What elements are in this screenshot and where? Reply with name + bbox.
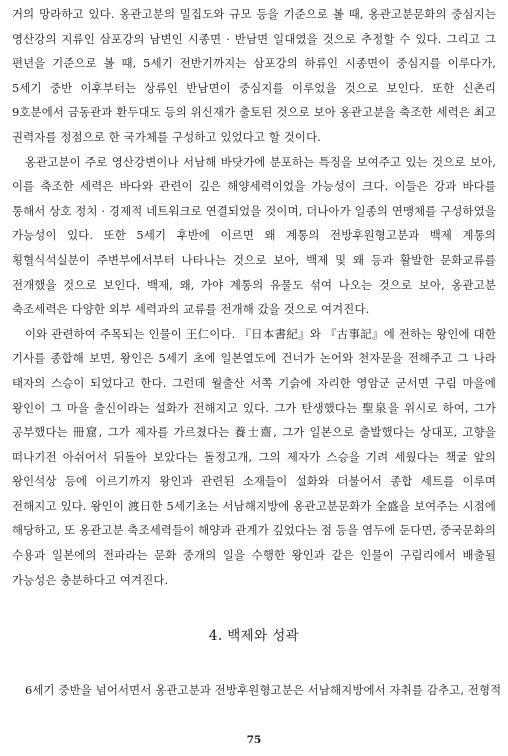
section-heading: 4. 백제와 성곽 (208, 628, 300, 644)
paragraph-2: 옹관고분이 주로 영산강변이나 서남해 바닷가에 분포하는 특징을 보여주고 있는 것으로 보아, 이를 축조한 세력은 바다와 관련이 깊은 해양세력이었을 가능성이 크다. 이들은 강과 바다를 통해서 상호 정치 · 경제적 네트워크로 연결되었을 것이며, 더나아가 일종의 연맹체를 구성하였을 가능성이 있다. 또한 5세기 후반에 이르면 왜 계통의 전방후원형고분과 백제 계통의 횡혈식석실분이 주변부에서부터 나타나는 것으로 보아, 백제 및 왜 등과 활발한 문화교류를 전개했을 것으로 보인다. 백제, 왜, 가야 계통의 유물도 섞여 나오는 것으로 보아, 옹관고분 축조세력은 다양한 외부 세력과의 교류를 전개해 갔을 것으로 여겨진다. (12, 154, 497, 317)
body-text (12, 2, 496, 592)
page-number: 75 (246, 734, 262, 746)
paragraph-3: 이와 관련하여 주목되는 인물이 王仁이다. 『日本書紀』와 『古事記』에 전하는 왕인에 대한 기사를 종합해 보면, 왕인은 5세기 초에 일본열도에 건너가 논어와 천자문을 전해주고 그 나라 태자의 스승이 되었다고 한다. 그런데 월출산 서쪽 기슭에 자리한 영암군 군서면 구림 마을에 왕인이 그 마을 출신이라는 설화가 전해지고 있다. 그가 탄생했다는 聖泉을 위시로 하여, 그가 공부했다는 冊窟, 그가 제자를 가르쳤다는 養士齋, 그가 일본으로 출발했다는 상대포, 고향을 떠나기전 아쉬어서 뒤돌아 보았다는 돌정고개, 그의 제자가 스승을 기려 세웠다는 책굴 앞의 왕인석상 등에 이르기까지 왕인과 관련된 소재들이 설화와 더불어서 종합 세트를 이루며 전해지고 있다. 왕인이 渡日한 5세기초는 서남해지방에 옹관고분문화가 全盛을 보여주는 시점에 해당하고, 또 옹관고분 축조세력들이 해양과 관계가 깊었다는 점 등을 염두에 둔다면, 중국문화의 수용과 일본에의 전파라는 문화 중개의 일을 수행한 왕인과 같은 인물이 구림리에서 배출될 가능성은 충분하다고 여겨진다. (12, 326, 497, 587)
paragraph-1: 거의 망라하고 있다. 옹관고분의 밀집도와 규모 등을 기준으로 볼 때, 옹관고분문화의 중심지는 영산강의 지류인 삼포강의 남변인 시종면 · 반남면 일대였을 것으로 추정할 수 있다. 그리고 그 편년을 기준으로 볼 때, 5세기 전반기까지는 삼포강의 하류인 시종면이 중심지를 이루다가, 5세기 중반 이후부터는 상류인 반남면이 중심지를 이루었을 것으로 보인다. 또한 신촌리 9호분에서 금동관과 환두대도 등의 위신재가 출토된 것으로 보아 옹관고분을 축조한 세력은 최고 권력자를 정점으로 한 국가체를 구성하고 있었다고 할 것이다. (12, 7, 496, 144)
paragraph-4-first-line: 6세기 중반을 넘어서면서 옹관고분과 전방후원형고분은 서남해지방에서 자취를 감추고, 전형적 (25, 683, 502, 697)
